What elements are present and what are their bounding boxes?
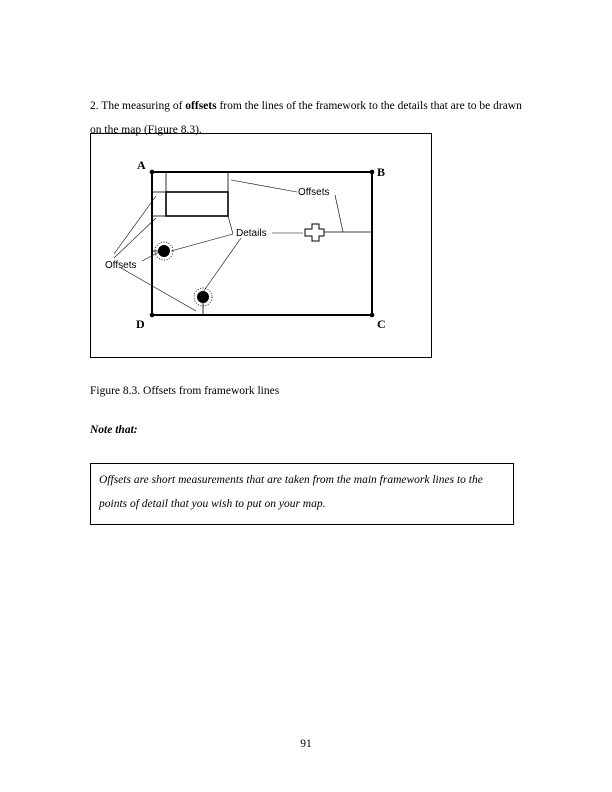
paragraph-text-end: from the lines of the framework to the details that are to be drawn on the map (Figure 8.3).: [90, 100, 522, 136]
corner-point-c: [370, 313, 375, 318]
offsets-label-left: Offsets: [105, 260, 137, 271]
paragraph-bold-term: offsets: [185, 100, 217, 112]
offsets-label-top: Offsets: [298, 187, 330, 198]
corner-label-d: D: [136, 317, 145, 331]
corner-point-d: [150, 313, 155, 318]
note-text: Offsets are short measurements that are taken from the main framework lines to the points of detail that you wish to put on your map.: [99, 474, 483, 510]
offsets-diagram: [91, 134, 433, 359]
corner-point-b: [370, 170, 375, 175]
page-number: 91: [300, 738, 312, 750]
corner-point-a: [150, 170, 155, 175]
cross-detail: [305, 224, 324, 241]
details-label: Details: [236, 228, 267, 239]
corner-label-c: C: [377, 317, 386, 331]
note-box: [90, 463, 514, 525]
figure-caption: Figure 8.3. Offsets from framework lines: [90, 385, 280, 397]
building-detail: [166, 192, 228, 216]
corner-label-b: B: [377, 165, 386, 179]
paragraph-text-start: 2. The measuring of: [90, 100, 186, 112]
corner-label-a: A: [137, 158, 146, 172]
figure-8-3: [90, 133, 432, 358]
note-label: Note that:: [90, 424, 138, 436]
